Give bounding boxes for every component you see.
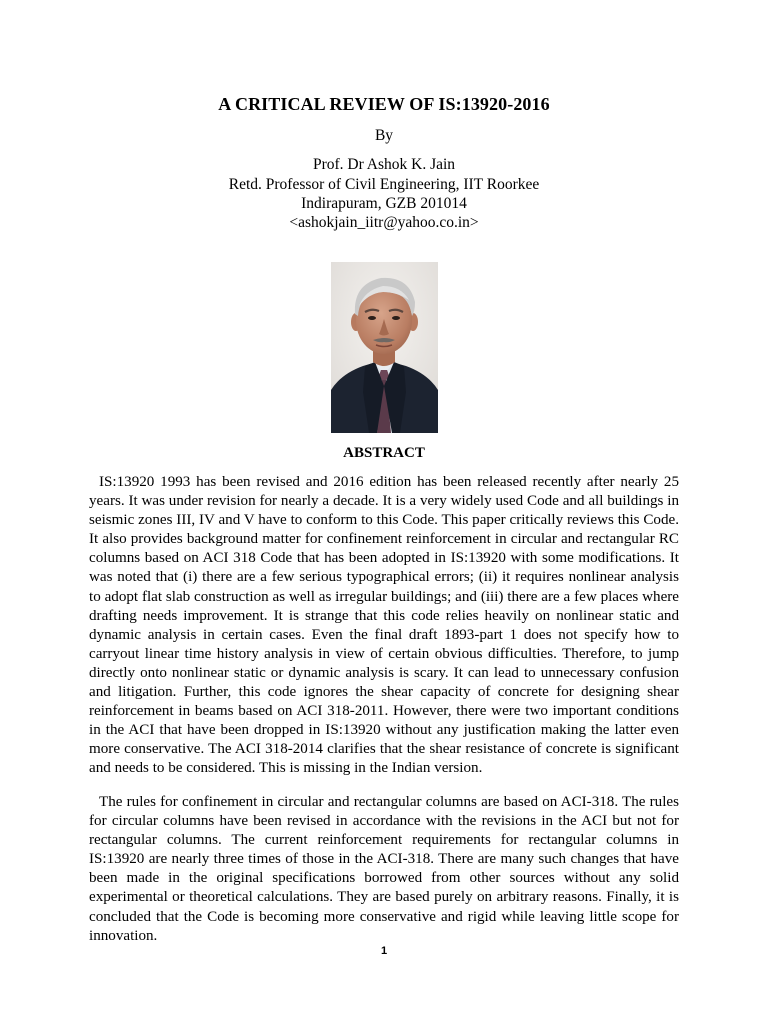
author-name: Prof. Dr Ashok K. Jain [312, 156, 456, 173]
abstract-paragraph-1: IS:13920 1993 has been revised and 2016 edition has been released recently after nearly 25 years. It was under revision for nearly a decade. It is a very widely used Code and all buildings in seismic zones III, IV and V have to conform to this Code. This paper critically reviews this Code. It also provides background matter for confinement reinforcement in circular and rectangular RC columns based on ACI 318 Code that has been adopted in IS:13920 with some modifications. It was noted that (i) there are a few serious typographical errors; (ii) it requires nonlinear analysis to adopt flat slab construction as well as irregular buildings; and (iii) there are a few places where drafting needs improvement. It is strange that this code relies heavily on nonlinear static and dynamic analysis in certain cases. Even the final draft 1893-part 1 does not specify how to carryout linear time history analysis in view of certain obvious difficulties. Therefore, to jump directly onto nonlinear static or dynamic analysis is scary. It can lead to unnecessary confusion and litigation. Further, this code ignores the shear capacity of concrete for designing shear reinforcement in beams based on ACI 318-2011. However, there were two important conditions in the ACI that have been dropped in IS:13920 without any justification making the latter even more conservative. The ACI 318-2014 clarifies that the shear resistance of concrete is significant and needs to be considered. This is missing in the Indian version. [89, 474, 679, 777]
abstract-heading: ABSTRACT [343, 445, 425, 461]
author-address: Indirapuram, GZB 201014 [301, 195, 467, 212]
page-number: 1 [380, 945, 388, 957]
paper-title: A CRITICAL REVIEW OF IS:13920-2016 [218, 94, 550, 114]
author-affiliation: Retd. Professor of Civil Engineering, IIT Roorkee [228, 176, 540, 193]
author-email: <ashokjain_iitr@yahoo.co.in> [289, 214, 479, 231]
author-portrait-icon [331, 262, 438, 433]
abstract-paragraph-2: The rules for confinement in circular and rectangular columns are based on ACI-318. The rules for circular columns have been revised in accordance with the revisions in the ACI but not for rectangular columns. The current reinforcement requirements for rectangular columns in IS:13920 are nearly three times of those in the ACI-318. There are many such changes that have been made in the original specifications borrowed from other sources without any solid experimental or theoretical calculations. They are based purely on arbitrary reasons. Finally, it is concluded that the Code is becoming more conservative and rigid while leaving little scope for innovation. [89, 794, 679, 944]
by-line: By [374, 127, 394, 144]
